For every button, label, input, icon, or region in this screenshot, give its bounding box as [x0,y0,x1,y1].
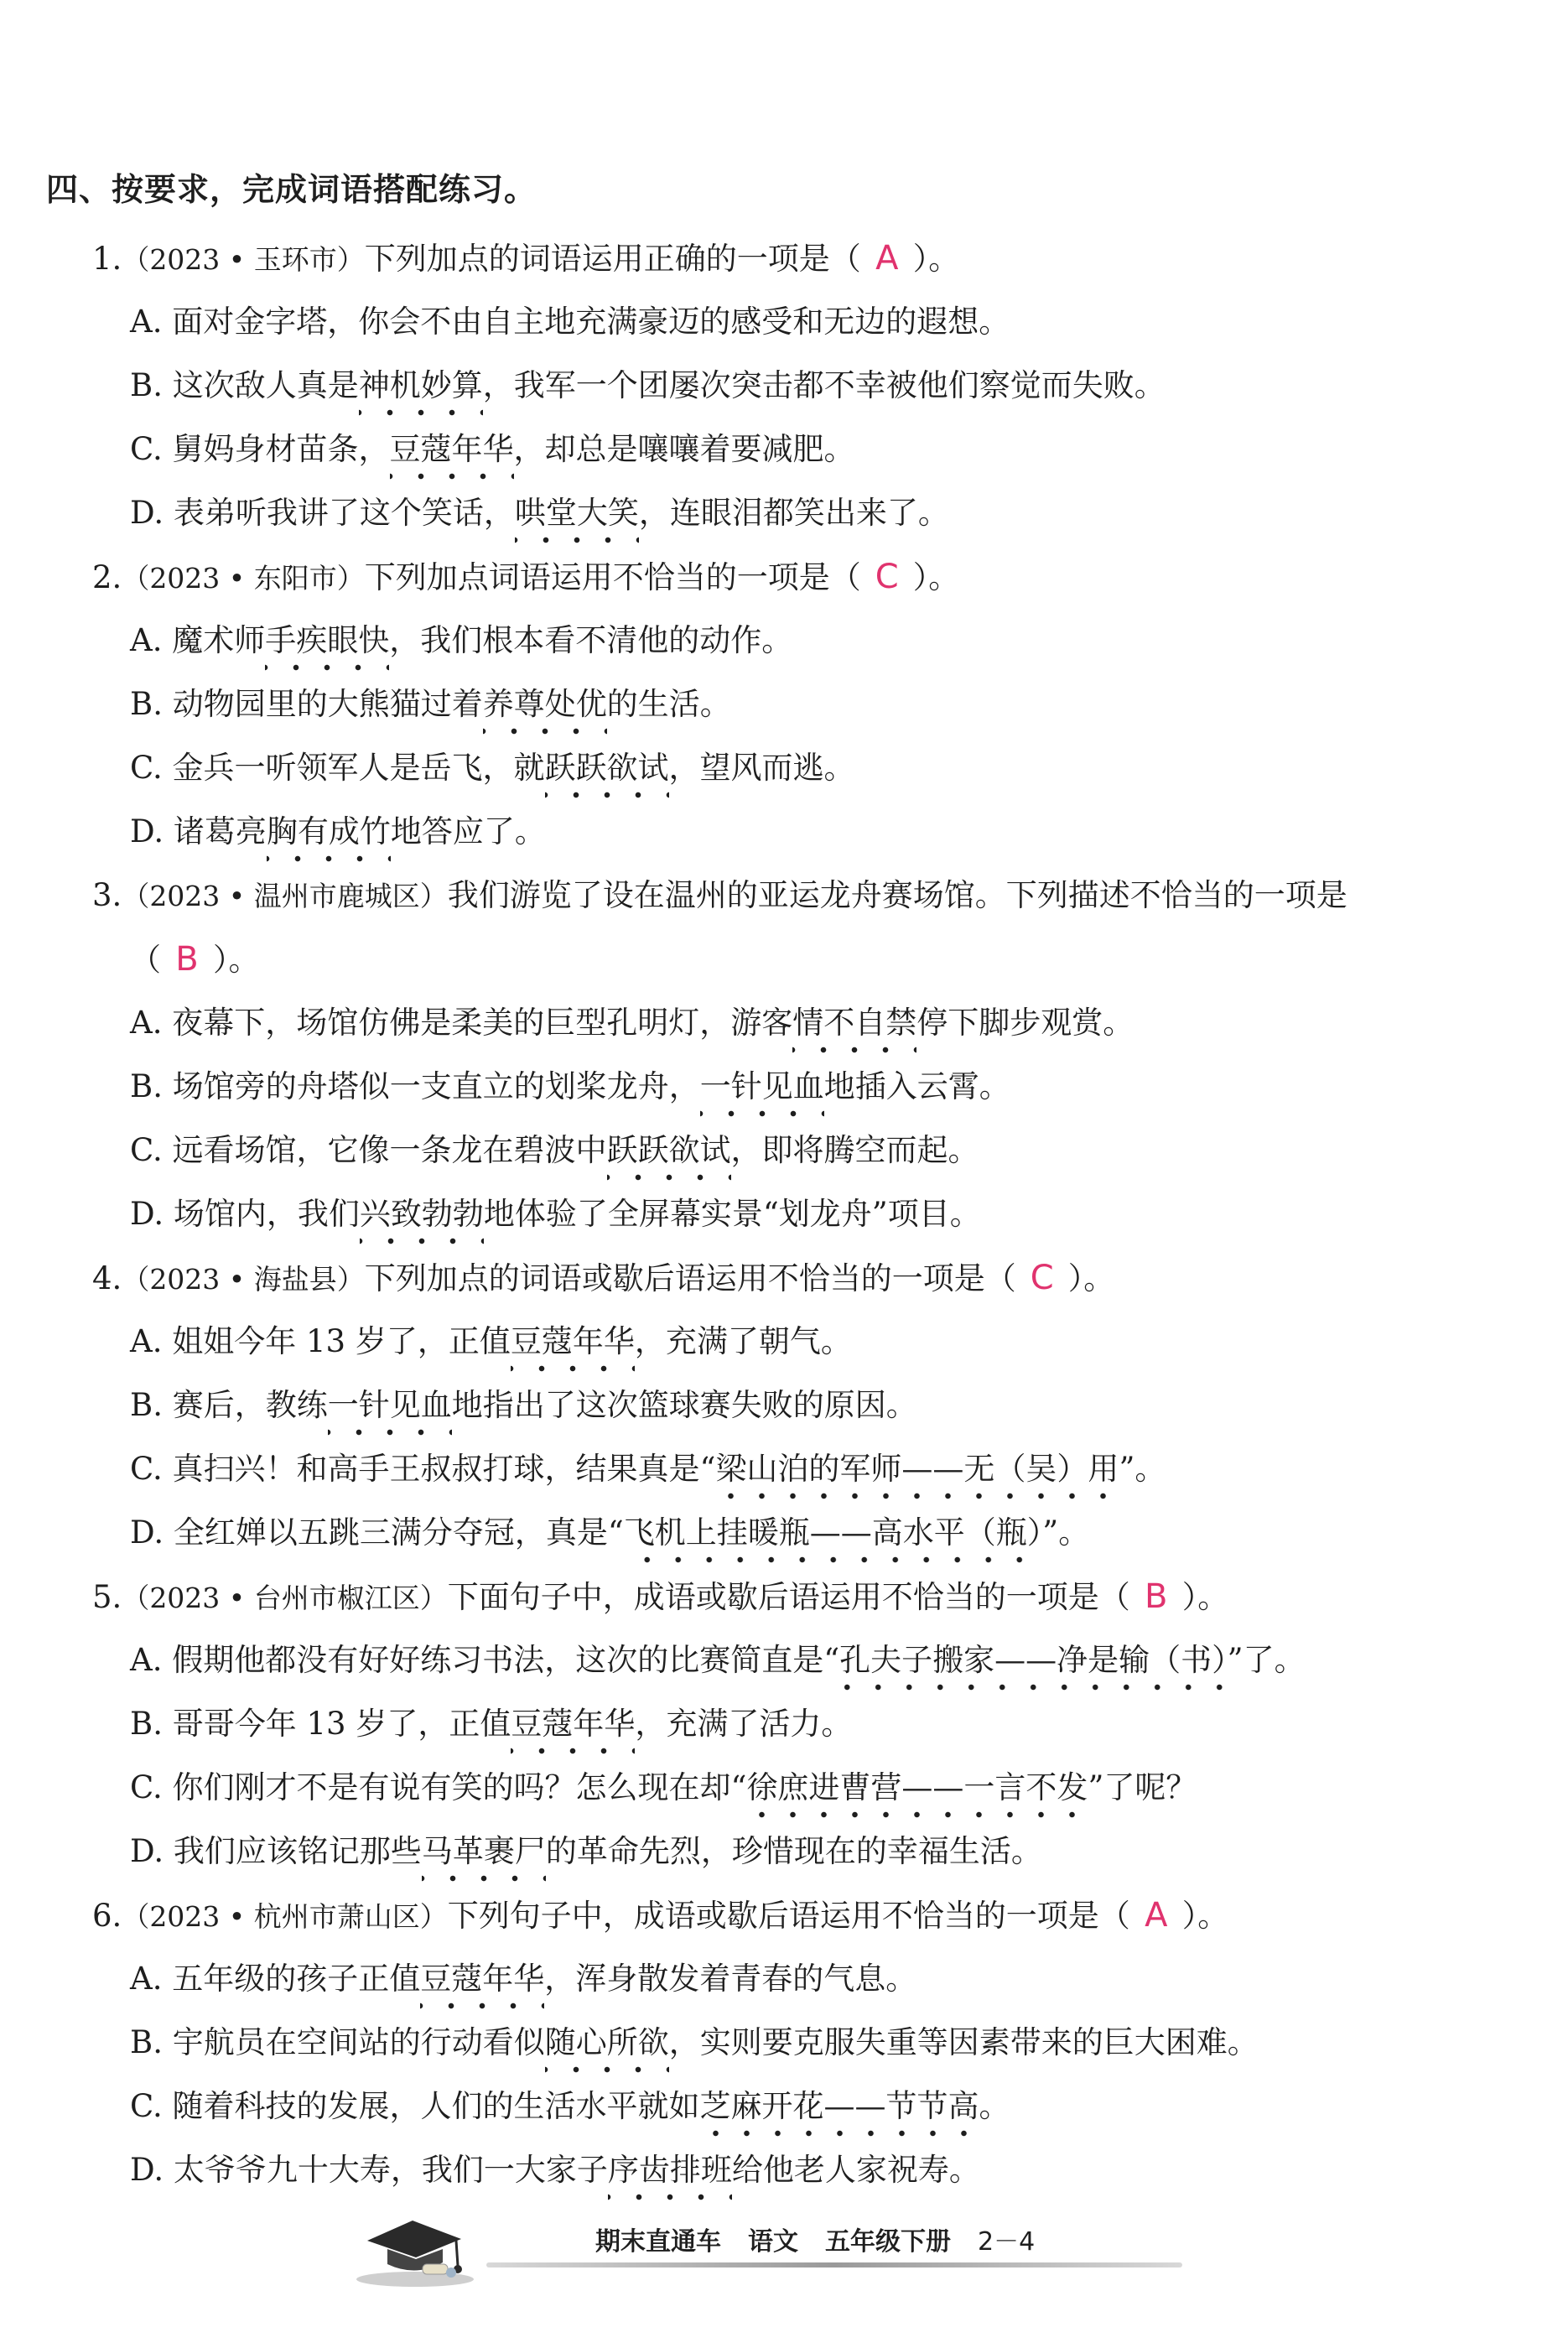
option-b: B. 赛后，教练一针见血地指出了这次篮球赛失败的原因。 [130,1385,917,1426]
option-a: A. 五年级的孩子正值豆蔻年华，浑身散发着青春的气息。 [130,1959,916,1999]
answer-mark: C [1030,1259,1054,1297]
question-source: （2023 • 海盐县） [122,1263,365,1296]
option-c: C. 你们刚才不是有说有笑的吗？怎么现在却“徐庶进曹营——一言不发”了呢？ [130,1768,1197,1808]
option-b: B. 哥哥今年 13 岁了，正值豆蔻年华，充满了活力。 [130,1704,852,1744]
dotted-phrase: 胸有成竹 [267,813,391,863]
footer-rule [486,2262,1182,2267]
question-number: 2. [92,559,122,595]
question-3 [92,875,1347,917]
dotted-phrase: 随心所欲 [545,2024,669,2074]
dotted-phrase: 马革裹尸 [422,1833,546,1883]
dotted-phrase: 一针见血 [328,1387,452,1436]
dotted-phrase: 一针见血 [700,1068,824,1118]
dotted-phrase: 兴致勃勃 [360,1196,484,1245]
option-d: D. 太爷爷九十大寿，我们一大家子序齿排班给他老人家祝寿。 [130,2150,980,2190]
question-stem-end: ）。 [912,559,960,595]
option-d: D. 场馆内，我们兴致勃勃地体验了全屏幕实景“划龙舟”项目。 [130,1194,981,1234]
answer-mark: A [1145,1896,1168,1935]
dotted-phrase: 芝麻开花——节节高 [700,2088,979,2138]
question-stem: 下列加点的词语运用正确的一项是（ [364,241,861,277]
question-stem: 下面句子中，成语或歇后语运用不恰当的一项是（ [447,1579,1130,1615]
dotted-phrase: 梁山泊的军师——无（吴）用 [715,1451,1119,1500]
option-a: A. 面对金字塔，你会不由自主地充满豪迈的感受和无边的遐想。 [130,304,1010,340]
question-2 [92,557,959,599]
option-d: D. 诸葛亮胸有成竹地答应了。 [130,812,546,852]
dotted-phrase: 孔夫子搬家——净是输（书） [839,1642,1228,1691]
dotted-phrase: 豆蔻年华 [511,1323,635,1373]
dotted-phrase: 养尊处优 [483,686,607,735]
question-6 [92,1895,1228,1937]
option-b: B. 这次敌人真是神机妙算，我军一个团屡次突击都不幸被他们察觉而失败。 [130,366,1166,406]
option-a: A. 魔术师手疾眼快，我们根本看不清他的动作。 [130,621,792,661]
question-stem-end: ）。 [1181,1898,1229,1934]
graduation-cap-icon [352,2214,478,2289]
option-d: D. 我们应该铭记那些马革裹尸的革命先烈，珍惜现在的幸福生活。 [130,1831,1042,1872]
option-c: C. 舅妈身材苗条，豆蔻年华，却总是嚷嚷着要减肥。 [130,429,855,470]
option-b: B. 宇航员在空间站的行动看似随心所欲，实则要克服失重等因素带来的巨大困难。 [130,2023,1259,2063]
question-number: 1. [92,241,122,277]
option-b: B. 场馆旁的舟塔似一支直立的划桨龙舟，一针见血地插入云霄。 [130,1067,1010,1107]
question-stem: 下列加点词语运用不恰当的一项是（ [364,559,861,595]
question-source: （2023 • 温州市鹿城区） [122,880,448,912]
option-b: B. 动物园里的大熊猫过着养尊处优的生活。 [130,684,731,725]
question-number: 4. [92,1260,122,1296]
question-stem-end: ）。 [1067,1260,1115,1296]
question-source: （2023 • 杭州市萧山区） [122,1900,448,1933]
question-number: 5. [92,1579,122,1615]
dotted-phrase: 神机妙算 [359,367,483,417]
question-5 [92,1577,1228,1618]
question-3-answer-line: （ B ）。 [130,940,260,979]
option-c: C. 远看场馆，它像一条龙在碧波中跃跃欲试，即将腾空而起。 [130,1130,979,1171]
option-a: A. 夜幕下，场馆仿佛是柔美的巨型孔明灯，游客情不自禁停下脚步观赏。 [130,1003,1134,1043]
answer-mark: B [175,940,199,979]
option-d: D. 全红婵以五跳三满分夺冠，真是“飞机上挂暖瓶——高水平（瓶）”。 [130,1513,1089,1553]
answer-mark: B [1145,1577,1168,1616]
answer-mark: C [875,558,899,596]
subject-label: 语文 [748,2227,798,2257]
option-c: C. 金兵一听领军人是岳飞，就跃跃欲试，望风而逃。 [130,748,855,788]
question-stem: 下列句子中，成语或歇后语运用不恰当的一项是（ [447,1898,1130,1934]
dotted-phrase: 豆蔻年华 [390,431,514,481]
grade-label: 五年级下册 [825,2227,951,2257]
question-source: （2023 • 东阳市） [122,562,365,595]
dotted-phrase: 跃跃欲试 [607,1132,731,1182]
section-title: 四、按要求，完成词语搭配练习。 [46,171,537,208]
option-d: D. 表弟听我讲了这个笑话，哄堂大笑，连眼泪都笑出来了。 [130,493,949,533]
question-stem: 我们游览了设在温州的亚运龙舟赛场馆。下列描述不恰当的一项是 [447,877,1347,913]
answer-mark: A [875,239,899,278]
dotted-phrase: 豆蔻年华 [511,1706,635,1755]
question-stem: 下列加点的词语或歇后语运用不恰当的一项是（ [364,1260,1016,1296]
option-c: C. 真扫兴！和高手王叔叔打球，结果真是“梁山泊的军师——无（吴）用”。 [130,1449,1166,1489]
question-4 [92,1258,1114,1300]
question-source: （2023 • 玉环市） [122,243,365,276]
question-stem-end: ）。 [912,241,960,277]
page-footer [352,2214,1191,2289]
dotted-phrase: 序齿排班 [608,2152,732,2201]
page-number: 2－4 [978,2227,1036,2257]
dotted-phrase: 情不自禁 [792,1005,916,1054]
question-1 [92,238,959,280]
dotted-phrase: 豆蔻年华 [420,1961,544,2010]
option-c: C. 随着科技的发展，人们的生活水平就如芝麻开花——节节高。 [130,2086,1010,2127]
question-source: （2023 • 台州市椒江区） [122,1582,448,1614]
dotted-phrase: 飞机上挂暖瓶——高水平（瓶） [624,1514,1043,1564]
footer-text [595,2221,1035,2257]
book-title: 期末直通车 [595,2227,721,2257]
dotted-phrase: 手疾眼快 [265,622,389,672]
option-a: A. 姐姐今年 13 岁了，正值豆蔻年华，充满了朝气。 [130,1322,852,1362]
question-number: 3. [92,877,122,913]
dotted-phrase: 跃跃欲试 [545,750,669,799]
option-a: A. 假期他都没有好好练习书法，这次的比赛简直是“孔夫子搬家——净是输（书）”了。 [130,1640,1306,1680]
question-number: 6. [92,1898,122,1934]
dotted-phrase: 徐庶进曹营——一言不发 [746,1769,1088,1819]
dotted-phrase: 哄堂大笑 [515,495,639,544]
question-stem-end: ）。 [1181,1579,1229,1615]
